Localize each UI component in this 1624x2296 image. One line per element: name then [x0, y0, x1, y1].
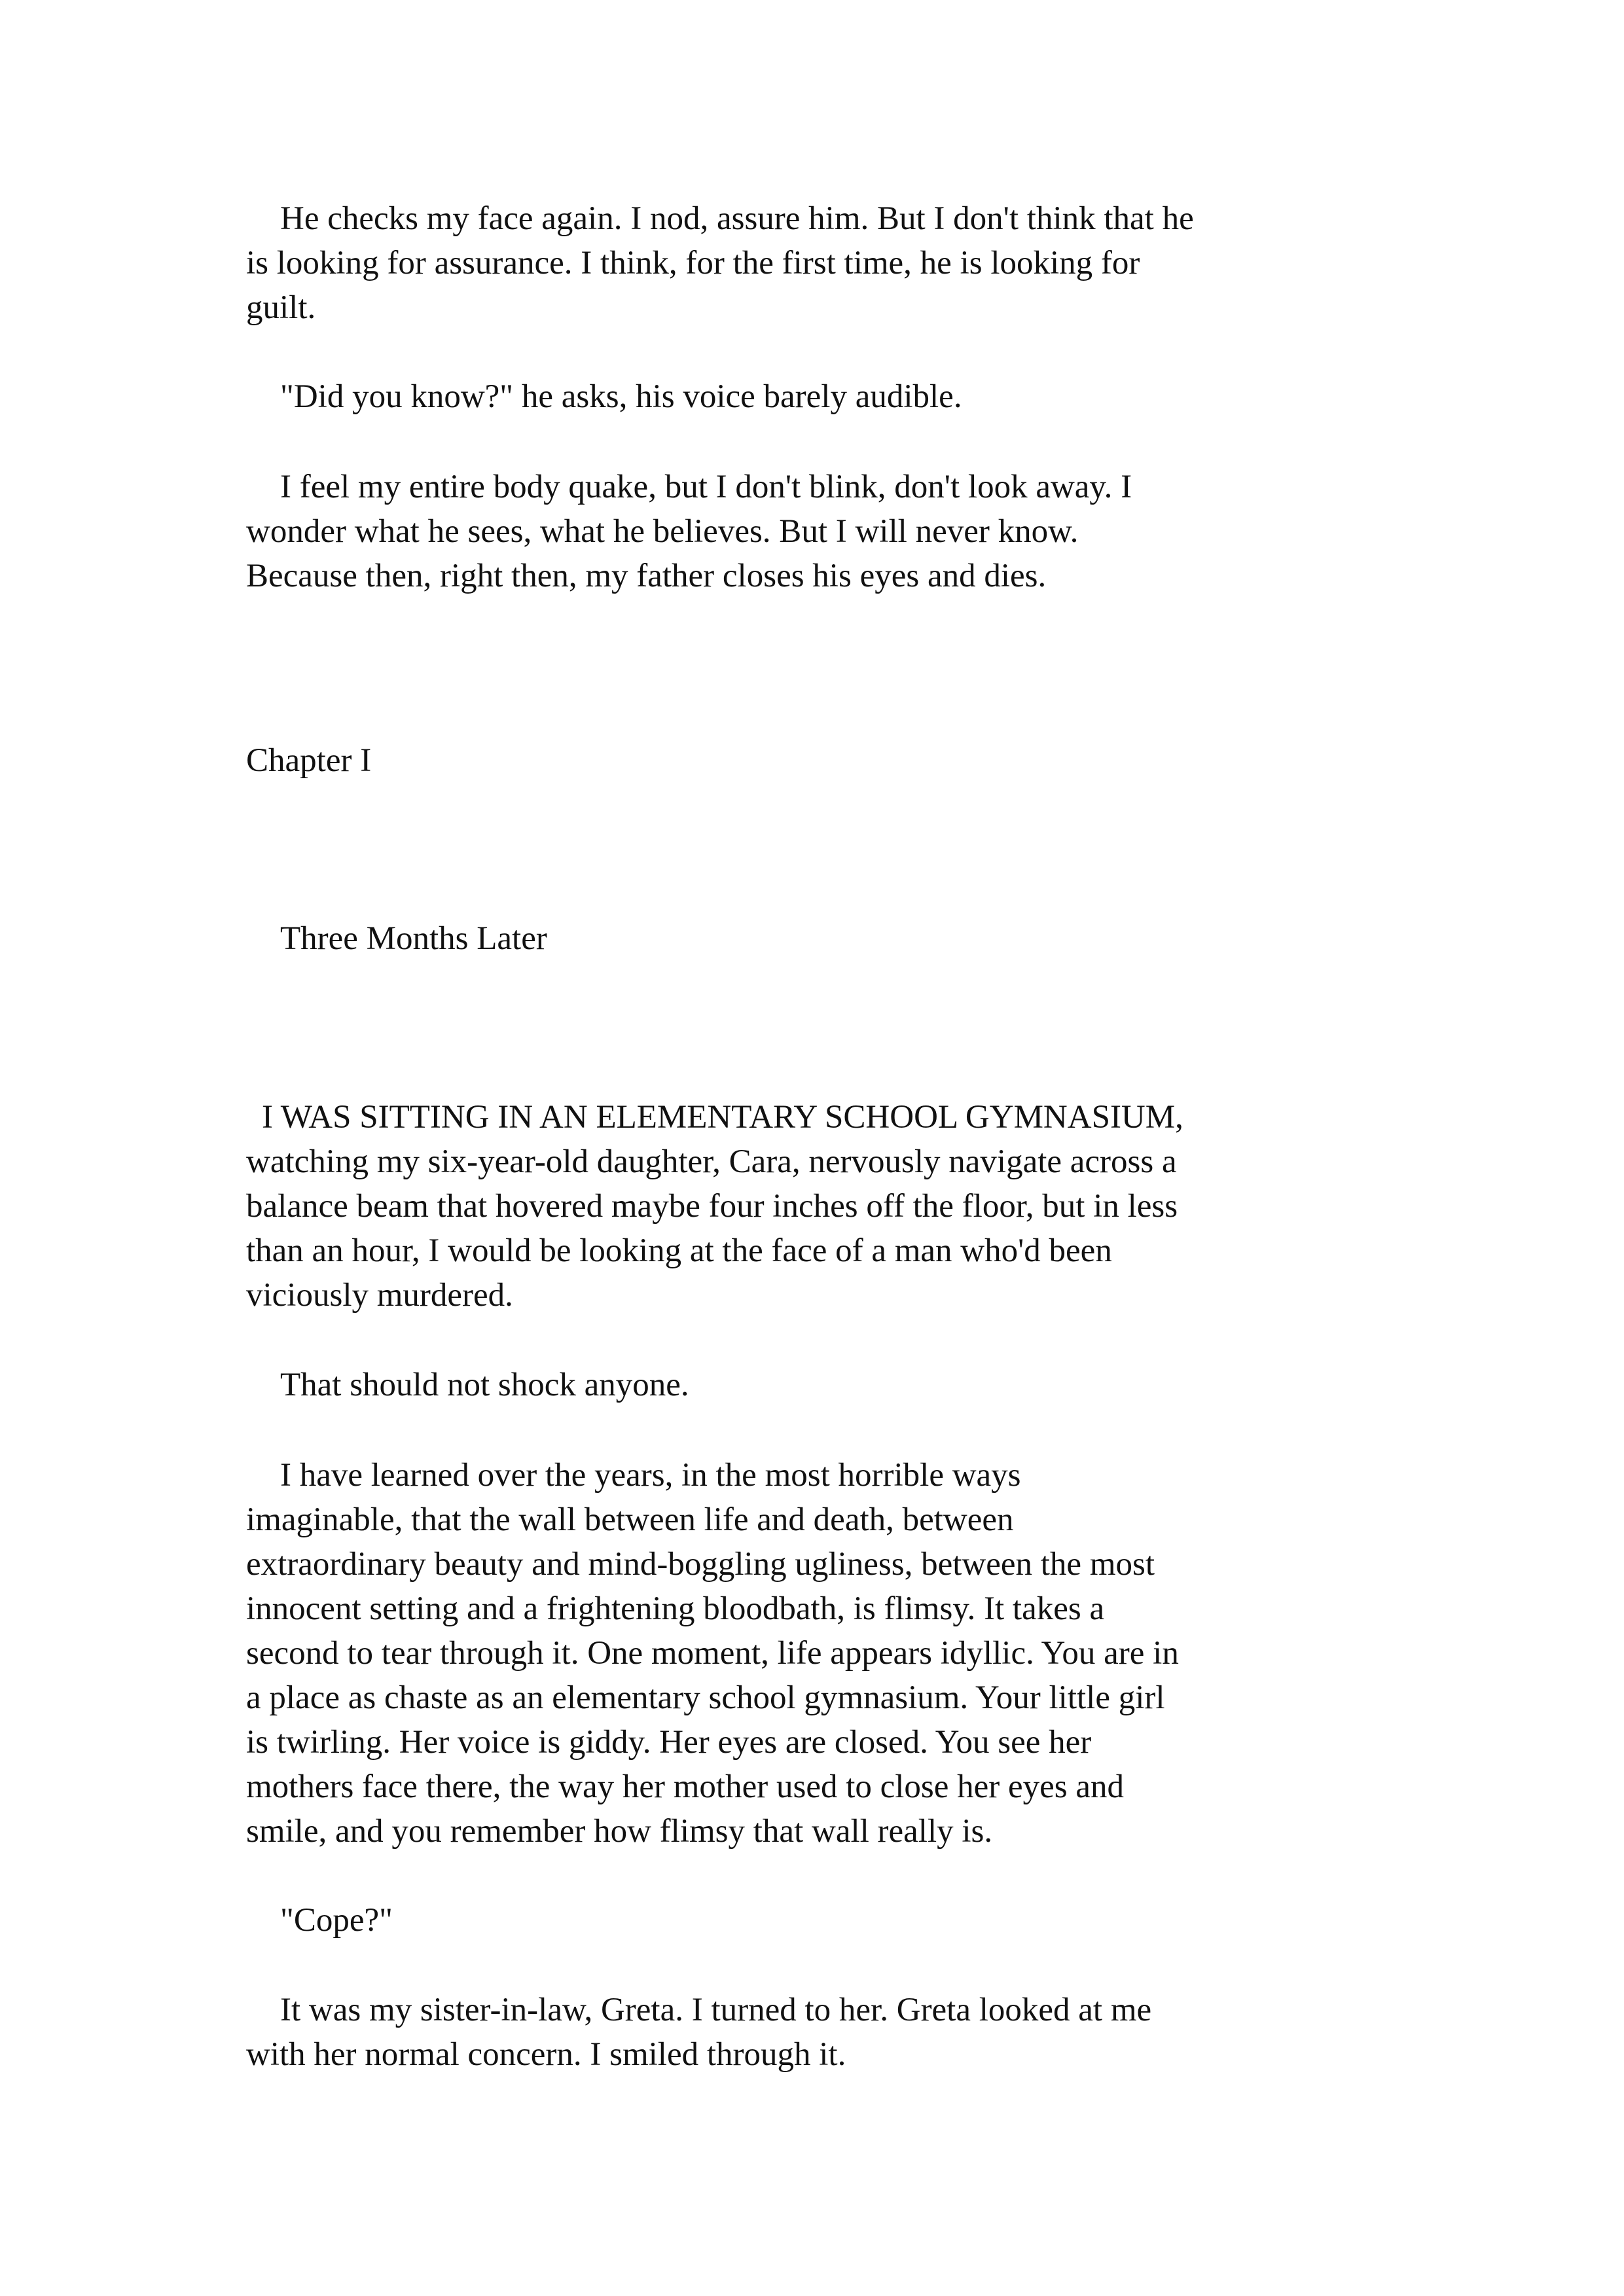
- text-line: I have learned over the years, in the most horrible ways: [280, 1457, 1021, 1494]
- text-line: extraordinary beauty and mind-boggling ugliness, between the most: [246, 1546, 1155, 1583]
- chapter-title: Chapter I: [246, 742, 372, 779]
- text-line: I feel my entire body quake, but I don't blink, don't look away. I: [280, 469, 1132, 505]
- chapter-subheading: [246, 916, 1398, 961]
- text-line: balance beam that hovered maybe four inches off the floor, but in less: [246, 1188, 1178, 1225]
- text-line: That should not shock anyone.: [280, 1367, 689, 1403]
- paragraph: [246, 1363, 1398, 1407]
- chapter-heading: [246, 738, 1398, 783]
- text-line: It was my sister-in-law, Greta. I turned to her. Greta looked at me: [280, 1992, 1152, 2028]
- text-line: imaginable, that the wall between life and death, between: [246, 1501, 1014, 1538]
- text-line: watching my six-year-old daughter, Cara, nervously navigate across a: [246, 1143, 1177, 1180]
- paragraph: [246, 1898, 1398, 1943]
- text-line: mothers face there, the way her mother used to close her eyes and: [246, 1768, 1125, 1805]
- paragraph: [246, 1988, 1398, 2077]
- text-line: viciously murdered.: [246, 1277, 513, 1314]
- text-line: is twirling. Her voice is giddy. Her eyes are closed. You see her: [246, 1724, 1092, 1761]
- text-line: Because then, right then, my father closes his eyes and dies.: [246, 558, 1047, 594]
- subheading-text: Three Months Later: [280, 920, 547, 957]
- paragraph: [246, 1095, 1398, 1318]
- text-line: than an hour, I would be looking at the face of a man who'd been: [246, 1232, 1112, 1269]
- text-line: He checks my face again. I nod, assure him. But I don't think that he: [280, 200, 1194, 237]
- text-line: "Cope?": [280, 1902, 393, 1939]
- text-line: is looking for assurance. I think, for the first time, he is looking for: [246, 245, 1140, 281]
- text-line: innocent setting and a frightening bloodbath, is flimsy. It takes a: [246, 1590, 1105, 1627]
- text-line: guilt.: [246, 289, 316, 326]
- text-line: wonder what he sees, what he believes. But I will never know.: [246, 513, 1079, 550]
- paragraph: [246, 196, 1398, 330]
- text-line: a place as chaste as an elementary school gymnasium. Your little girl: [246, 1679, 1165, 1716]
- paragraph: [246, 465, 1398, 598]
- paragraph: [246, 1453, 1398, 1854]
- text-line: "Did you know?" he asks, his voice barely audible.: [280, 378, 962, 415]
- text-line: I WAS SITTING IN AN ELEMENTARY SCHOOL GYMNASIUM,: [262, 1099, 1183, 1136]
- text-line: smile, and you remember how flimsy that wall really is.: [246, 1813, 993, 1850]
- text-line: with her normal concern. I smiled through it.: [246, 2036, 846, 2073]
- text-line: second to tear through it. One moment, life appears idyllic. You are in: [246, 1635, 1179, 1672]
- paragraph: [246, 374, 1398, 419]
